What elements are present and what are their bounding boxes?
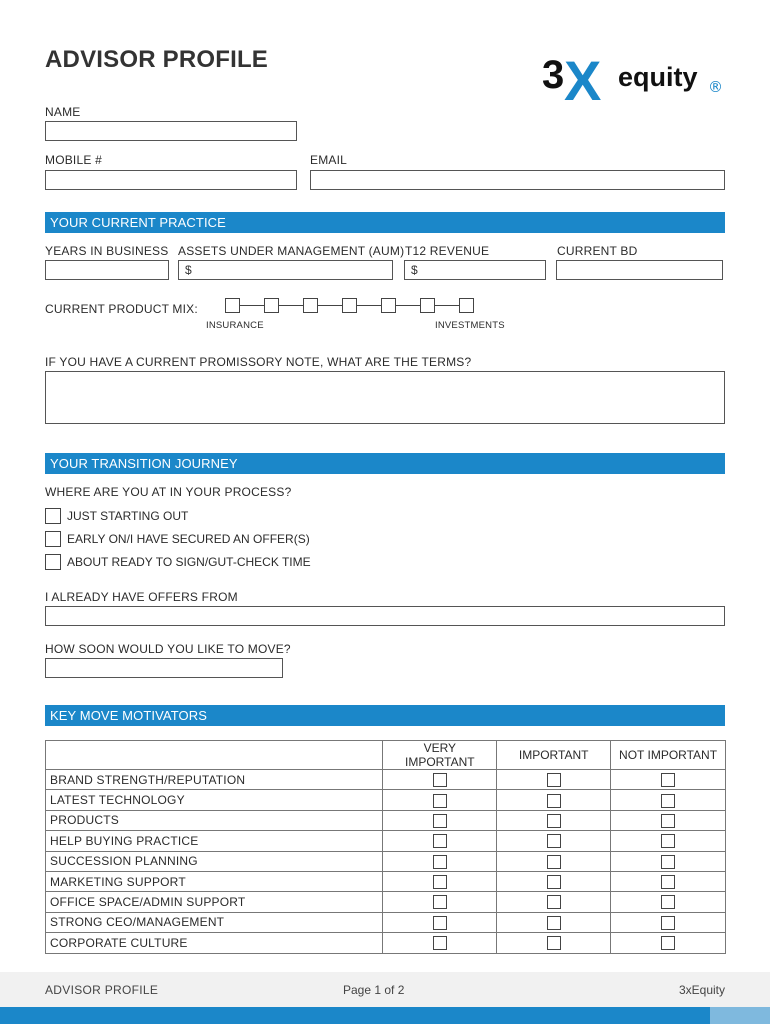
name-field[interactable] — [45, 121, 297, 141]
motivator-label: SUCCESSION PLANNING — [46, 851, 383, 871]
mobile-field[interactable] — [45, 170, 297, 190]
option-just-starting-checkbox[interactable] — [45, 508, 61, 524]
email-field[interactable] — [310, 170, 725, 190]
offers-from-label: I ALREADY HAVE OFFERS FROM — [45, 590, 238, 604]
important-checkbox[interactable] — [547, 834, 561, 848]
very-important-checkbox[interactable] — [433, 814, 447, 828]
option-just-starting-label: JUST STARTING OUT — [67, 509, 189, 523]
table-row — [46, 810, 726, 830]
not-important-checkbox[interactable] — [661, 875, 675, 889]
important-checkbox[interactable] — [547, 773, 561, 787]
product-mix-option-2[interactable] — [264, 298, 279, 313]
product-mix-option-1[interactable] — [225, 298, 240, 313]
logo-digit: 3 — [542, 53, 565, 97]
page-title: ADVISOR PROFILE — [45, 46, 269, 73]
motivator-label: CORPORATE CULTURE — [46, 933, 383, 953]
table-row — [46, 851, 726, 871]
page-footer — [0, 972, 770, 1007]
not-important-checkbox[interactable] — [661, 773, 675, 787]
important-checkbox[interactable] — [547, 916, 561, 930]
option-early-on-label: EARLY ON/I HAVE SECURED AN OFFER(S) — [67, 532, 310, 546]
not-important-checkbox[interactable] — [661, 916, 675, 930]
investments-label: INVESTMENTS — [435, 320, 505, 331]
current-bd-field[interactable] — [556, 260, 723, 280]
name-label: NAME — [45, 105, 81, 119]
motivator-label: LATEST TECHNOLOGY — [46, 790, 383, 810]
table-row — [46, 892, 726, 912]
product-mix-option-3[interactable] — [303, 298, 318, 313]
move-timing-label: HOW SOON WOULD YOU LIKE TO MOVE? — [45, 642, 291, 656]
motivator-label: HELP BUYING PRACTICE — [46, 831, 383, 851]
section-transition-journey: YOUR TRANSITION JOURNEY — [45, 453, 725, 474]
table-row — [46, 770, 726, 790]
important-checkbox[interactable] — [547, 855, 561, 869]
not-important-checkbox[interactable] — [661, 834, 675, 848]
not-important-checkbox[interactable] — [661, 895, 675, 909]
not-important-checkbox[interactable] — [661, 814, 675, 828]
logo-word: equity — [618, 62, 698, 92]
email-label: EMAIL — [310, 153, 348, 167]
option-ready-to-sign-checkbox[interactable] — [45, 554, 61, 570]
column-very-important: VERY IMPORTANT — [383, 741, 497, 770]
mobile-label: MOBILE # — [45, 153, 102, 167]
motivator-label: PRODUCTS — [46, 810, 383, 830]
years-in-business-field[interactable] — [45, 260, 169, 280]
section-key-move-motivators: KEY MOVE MOTIVATORS — [45, 705, 725, 726]
very-important-checkbox[interactable] — [433, 916, 447, 930]
product-mix-option-5[interactable] — [381, 298, 396, 313]
aum-field[interactable] — [178, 260, 393, 280]
very-important-checkbox[interactable] — [433, 794, 447, 808]
section-current-practice: YOUR CURRENT PRACTICE — [45, 212, 725, 233]
product-mix-label: CURRENT PRODUCT MIX: — [45, 302, 198, 316]
promissory-note-label: IF YOU HAVE A CURRENT PROMISSORY NOTE, WHAT ARE THE TERMS? — [45, 355, 472, 369]
currency-symbol: $ — [185, 263, 192, 277]
footer-brand: 3xEquity — [678, 983, 725, 997]
bottom-accent-band — [0, 1007, 770, 1024]
not-important-checkbox[interactable] — [661, 855, 675, 869]
brand-logo — [540, 50, 730, 106]
motivator-label: OFFICE SPACE/ADMIN SUPPORT — [46, 892, 383, 912]
motivator-label: MARKETING SUPPORT — [46, 871, 383, 891]
insurance-label: INSURANCE — [206, 320, 264, 331]
important-checkbox[interactable] — [547, 814, 561, 828]
motivators-table — [45, 740, 726, 954]
important-checkbox[interactable] — [547, 875, 561, 889]
product-mix-option-4[interactable] — [342, 298, 357, 313]
important-checkbox[interactable] — [547, 895, 561, 909]
very-important-checkbox[interactable] — [433, 936, 447, 950]
important-checkbox[interactable] — [547, 794, 561, 808]
process-question: WHERE ARE YOU AT IN YOUR PROCESS? — [45, 485, 292, 499]
very-important-checkbox[interactable] — [433, 875, 447, 889]
table-row — [46, 933, 726, 953]
logo-x-letter: X — [564, 50, 602, 106]
very-important-checkbox[interactable] — [433, 773, 447, 787]
t12-revenue-label: T12 REVENUE — [405, 244, 490, 258]
move-timing-field[interactable] — [45, 658, 283, 678]
currency-symbol: $ — [411, 263, 418, 277]
very-important-checkbox[interactable] — [433, 895, 447, 909]
offers-from-field[interactable] — [45, 606, 725, 626]
table-row — [46, 871, 726, 891]
table-row — [46, 831, 726, 851]
table-row — [46, 790, 726, 810]
column-important: IMPORTANT — [497, 741, 611, 770]
not-important-checkbox[interactable] — [661, 794, 675, 808]
very-important-checkbox[interactable] — [433, 834, 447, 848]
bottom-accent-tip — [710, 1007, 770, 1024]
product-mix-option-7[interactable] — [459, 298, 474, 313]
very-important-checkbox[interactable] — [433, 855, 447, 869]
column-not-important: NOT IMPORTANT — [611, 741, 726, 770]
years-in-business-label: YEARS IN BUSINESS — [45, 244, 169, 258]
option-ready-to-sign-label: ABOUT READY TO SIGN/GUT-CHECK TIME — [67, 555, 311, 569]
important-checkbox[interactable] — [547, 936, 561, 950]
aum-label: ASSETS UNDER MANAGEMENT (AUM) — [178, 244, 405, 258]
footer-document-name: ADVISOR PROFILE — [45, 983, 159, 997]
table-row — [46, 912, 726, 932]
t12-revenue-field[interactable] — [404, 260, 546, 280]
motivator-label: BRAND STRENGTH/REPUTATION — [46, 770, 383, 790]
option-early-on-checkbox[interactable] — [45, 531, 61, 547]
product-mix-option-6[interactable] — [420, 298, 435, 313]
motivator-header-blank — [46, 741, 383, 770]
logo-registered: ® — [708, 78, 723, 96]
motivator-label: STRONG CEO/MANAGEMENT — [46, 912, 383, 932]
current-bd-label: CURRENT BD — [557, 244, 638, 258]
motivators-header-row — [46, 741, 726, 770]
promissory-note-field[interactable] — [45, 371, 725, 424]
not-important-checkbox[interactable] — [661, 936, 675, 950]
footer-page-number: Page 1 of 2 — [343, 983, 405, 997]
